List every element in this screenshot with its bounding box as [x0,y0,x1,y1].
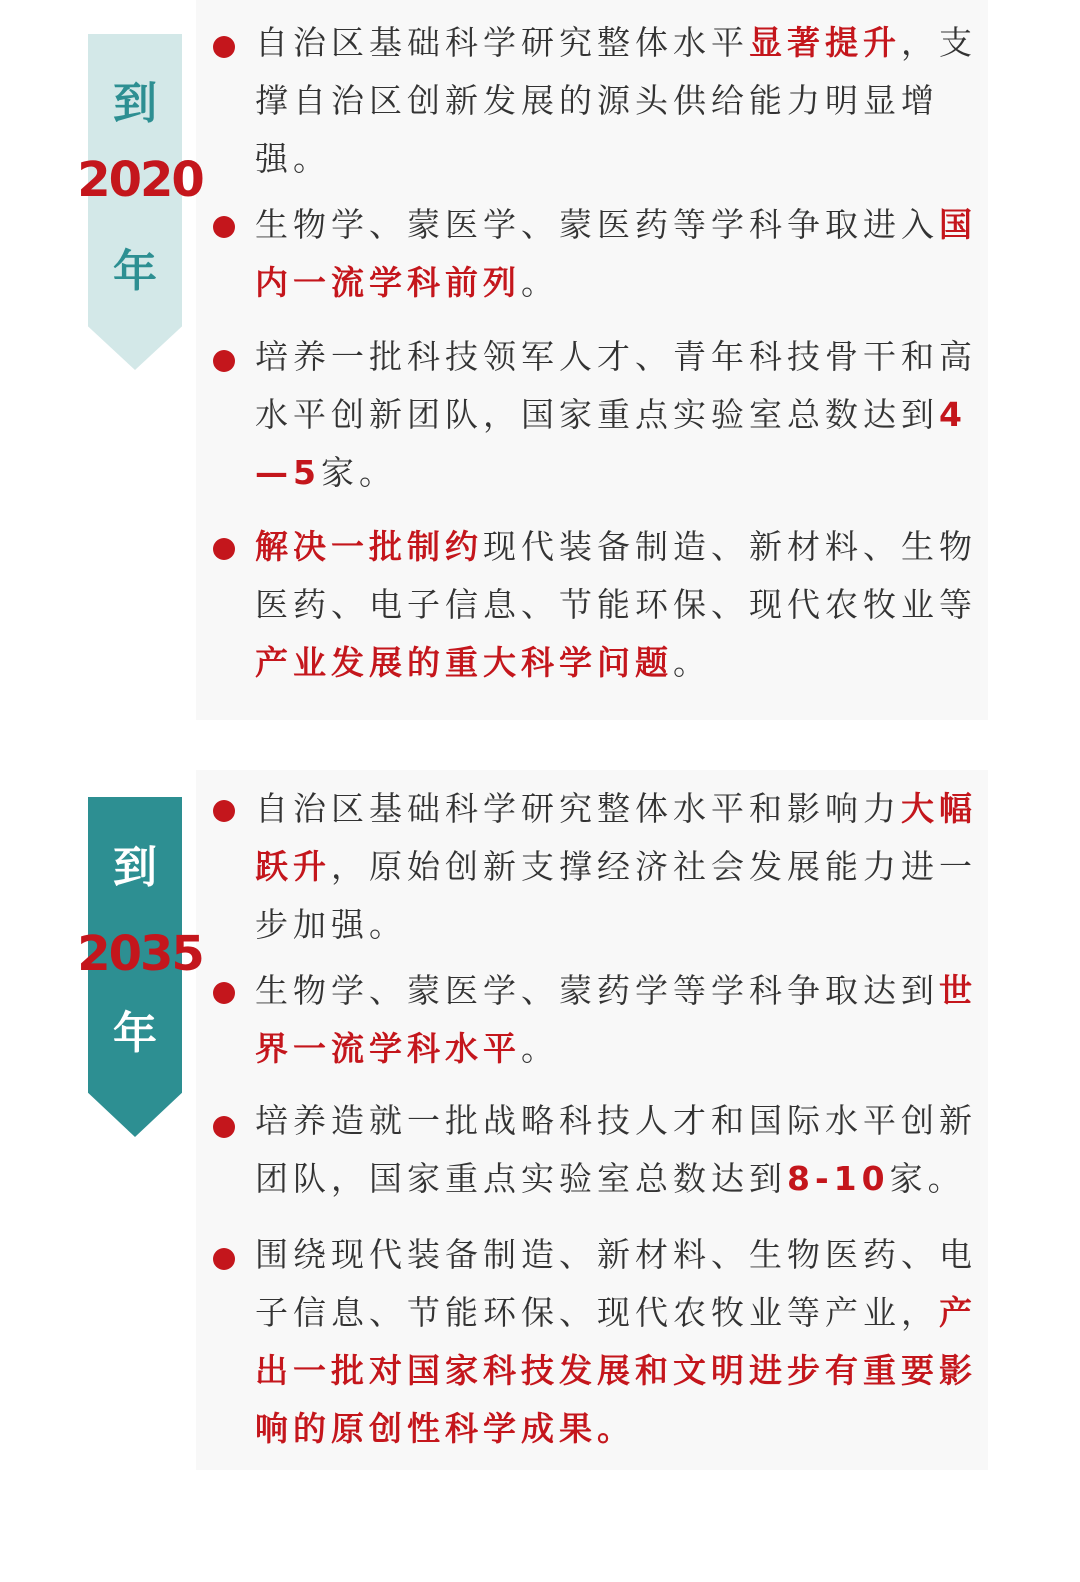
bullet-dot-icon [213,800,235,822]
item-text: 自治区基础科学研究整体水平和影响力大幅跃升，原始创新支撑经济社会发展能力进一步加强。 [255,789,977,944]
banner-2035-to-label: 到 [113,842,157,893]
bullet-dot-icon [213,1116,235,1138]
bullet-dot-icon [213,216,235,238]
bullet-dot-icon [213,538,235,560]
item-text: 解决一批制约现代装备制造、新材料、生物医药、电子信息、节能环保、现代农牧业等产业发展的重大科学问题。 [255,527,977,682]
bullet-dot-icon [213,36,235,58]
item-text: 围绕现代装备制造、新材料、生物医药、电子信息、节能环保、现代农牧业等产业，产出一批对国家科技发展和文明进步有重要影响的原创性科学成果。 [255,1235,977,1448]
item-text: 生物学、蒙医学、蒙药学等学科争取达到世界一流学科水平。 [255,971,977,1068]
banner-2020-year: 2020 [77,152,203,208]
item-text: 自治区基础科学研究整体水平显著提升，支撑自治区创新发展的源头供给能力明显增强。 [255,23,977,178]
item-text: 培养造就一批战略科技人才和国际水平创新团队，国家重点实验室总数达到8-10家。 [255,1101,977,1198]
bullet-dot-icon [213,982,235,1004]
bullet-dot-icon [213,1248,235,1270]
bullet-dot-icon [213,350,235,372]
banner-2020-nian-label: 年 [113,246,157,297]
banner-2035-nian-label: 年 [113,1008,157,1059]
banner-2035-year: 2035 [77,926,203,982]
item-text: 生物学、蒙医学、蒙医药等学科争取进入国内一流学科前列。 [255,205,977,302]
banner-2020-to-label: 到 [113,78,157,129]
item-text: 培养一批科技领军人才、青年科技骨干和高水平创新团队，国家重点实验室总数达到4—5家。 [255,337,977,492]
